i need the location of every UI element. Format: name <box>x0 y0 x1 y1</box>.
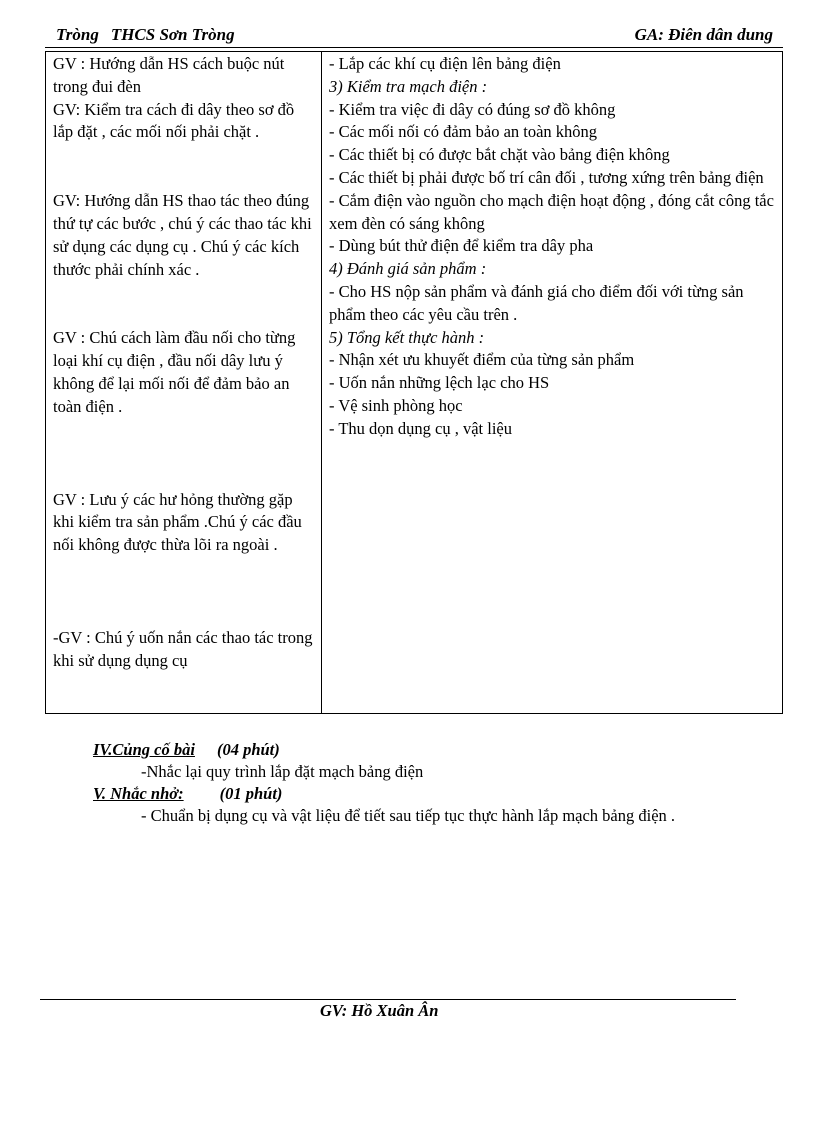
summary-section <box>93 739 793 827</box>
content-line: - Vệ sinh phòng học <box>329 395 463 415</box>
header-prefix: Tròng <box>56 25 99 44</box>
content-line: - Kiểm tra việc đi dây có đúng sơ đồ không <box>329 99 616 119</box>
teacher-note: GV : Hướng dẫn HS cách buộc nút trong đui đèn <box>53 54 285 96</box>
teacher-activities-column <box>46 52 322 714</box>
content-line: - Cho HS nộp sản phẩm và đánh giá cho điểm đối với từng sản phẩm theo các yêu cầu trên . <box>329 281 744 324</box>
content-line: - Lắp các khí cụ điện lên bảng điện <box>329 54 561 73</box>
section-heading: 3) Kiểm tra mạch điện : <box>329 76 488 96</box>
teacher-note: -GV : Chú ý uốn nắn các thao tác trong khi sử dụng dụng cụ <box>53 627 313 670</box>
content-line: - Các thiết bị có được bắt chặt vào bảng điện không <box>329 145 670 165</box>
section-5-heading <box>93 783 793 805</box>
section-4-time: (04 phút) <box>216 740 280 759</box>
footer-teacher: GV: Hồ Xuân Ân <box>320 1001 439 1020</box>
content-line: - Nhận xét ưu khuyết điểm của từng sản phẩm <box>329 350 635 370</box>
content-line: - Uốn nắn những lệch lạc cho HS <box>329 373 550 393</box>
content-line: - Thu dọn dụng cụ , vật liệu <box>329 418 512 438</box>
footer-rule <box>40 999 736 1000</box>
content-line: - Các mối nối có đảm bảo an toàn không <box>329 122 598 142</box>
content-column <box>322 52 783 714</box>
header-school-name: THCS Sơn Tròng <box>110 25 235 44</box>
table-row <box>46 52 783 714</box>
section-5-item: - Chuẩn bị dụng cụ và vật liệu để tiết sau tiếp tục thực hành lắp mạch bảng điện . <box>141 806 676 825</box>
section-heading: 4) Đánh giá sản phẩm : <box>329 259 487 279</box>
teacher-note: GV: Kiểm tra cách đi dây theo sơ đồ lắp đặt , các mối nối phải chặt . <box>53 99 295 142</box>
section-heading: 5) Tổng kết thực hành : <box>329 327 485 347</box>
content-line: - Dùng bút thử điện để kiểm tra dây pha <box>329 236 594 256</box>
page-header <box>48 25 783 47</box>
teacher-note: GV : Lưu ý các hư hỏng thường gặp khi kiểm tra sản phẩm .Chú ý các đầu nối không được thừa lõi ra ngoài . <box>53 489 302 555</box>
header-subject: GA: Điên dân dung <box>634 25 773 44</box>
content-line: - Cắm điện vào nguồn cho mạch điện hoạt động , đóng cắt công tắc xem đèn có sáng không <box>329 190 774 233</box>
teacher-note: GV : Chú cách làm đầu nối cho từng loại khí cụ điện , đầu nối dây lưu ý không để lại mối nối để đảm bảo an toàn điện . <box>53 328 296 416</box>
section-5-title: V. Nhắc nhở: <box>93 784 184 803</box>
section-4-heading <box>93 739 793 761</box>
section-4-item: -Nhắc lại quy trình lắp đặt mạch bảng điện <box>141 762 424 781</box>
content-line: - Các thiết bị phải được bố trí cân đối , tương xứng trên bảng điện <box>329 167 764 187</box>
header-rule <box>45 47 783 48</box>
teacher-note: GV: Hướng dẫn HS thao tác theo đúng thứ tự các bước , chú ý các thao tác khi sử dụng các dụng cụ . Chú ý các kích thước phải chính xác . <box>53 191 312 279</box>
section-5-time: (01 phút) <box>219 784 283 803</box>
header-school <box>56 25 235 45</box>
section-4-title: IV.Củng cố bài <box>93 740 195 759</box>
lesson-table <box>45 51 783 714</box>
